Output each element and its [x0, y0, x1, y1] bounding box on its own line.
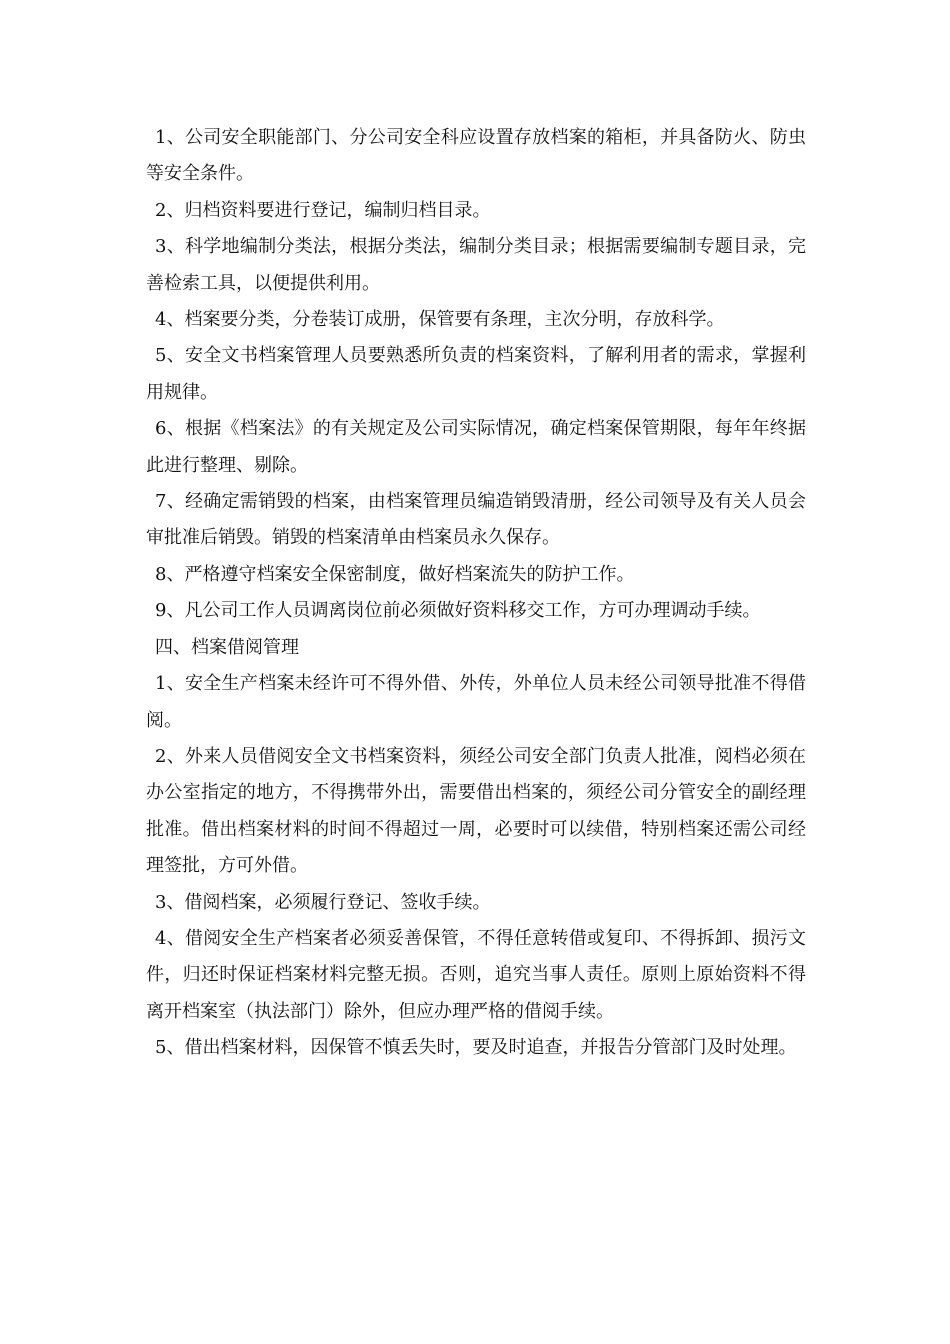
borrow-item-5: 5、借出档案材料，因保管不慎丢失时，要及时追查，并报告分管部门及时处理。 [155, 1037, 797, 1059]
paragraph-item-6: 6、根据《档案法》的有关规定及公司实际情况，确定档案保管期限，每年年终据此进行整理、剔除。 [146, 418, 806, 476]
borrow-item-2: 2、外来人员借阅安全文书档案资料，须经公司安全部门负责人批准，阅档必须在办公室指定的地方，不得携带外出，需要借出档案的，须经公司分管安全的副经理批准。借出档案材料的时间不得超过一周，必要时可以续借，特别档案还需公司经理签批，方可外借。 [146, 745, 806, 877]
borrow-item-4: 4、借阅安全生产档案者必须妥善保管，不得任意转借或复印、不得拆卸、损污文件，归还时保证档案材料完整无损。否则，追究当事人责任。原则上原始资料不得离开档案室（执法部门）除外，但应办理严格的借阅手续。 [146, 927, 806, 1022]
paragraph-item-1: 1、公司安全职能部门、分公司安全科应设置存放档案的箱柜，并具备防火、防虫等安全条件。 [146, 127, 806, 185]
section-heading: 四、档案借阅管理 [155, 636, 299, 658]
paragraph-item-7: 7、经确定需销毁的档案，由档案管理员编造销毁清册，经公司领导及有关人员会审批准后销毁。销毁的档案清单由档案员永久保存。 [146, 491, 806, 549]
paragraph-item-5: 5、安全文书档案管理人员要熟悉所负责的档案资料，了解利用者的需求，掌握利用规律。 [146, 345, 806, 403]
borrow-item-3: 3、借阅档案，必须履行登记、签收手续。 [155, 891, 491, 913]
borrow-item-1: 1、安全生产档案未经许可不得外借、外传，外单位人员未经公司领导批准不得借阅。 [146, 673, 806, 731]
paragraph-item-2: 2、归档资料要进行登记，编制归档目录。 [155, 199, 491, 221]
paragraph-item-8: 8、严格遵守档案安全保密制度，做好档案流失的防护工作。 [155, 563, 635, 585]
paragraph-item-9: 9、凡公司工作人员调离岗位前必须做好资料移交工作，方可办理调动手续。 [155, 600, 761, 622]
document-body [146, 120, 806, 1067]
paragraph-item-4: 4、档案要分类，分卷装订成册，保管要有条理，主次分明，存放科学。 [155, 309, 725, 331]
paragraph-item-3: 3、科学地编制分类法，根据分类法，编制分类目录；根据需要编制专题目录，完善检索工具，以便提供利用。 [146, 236, 806, 294]
